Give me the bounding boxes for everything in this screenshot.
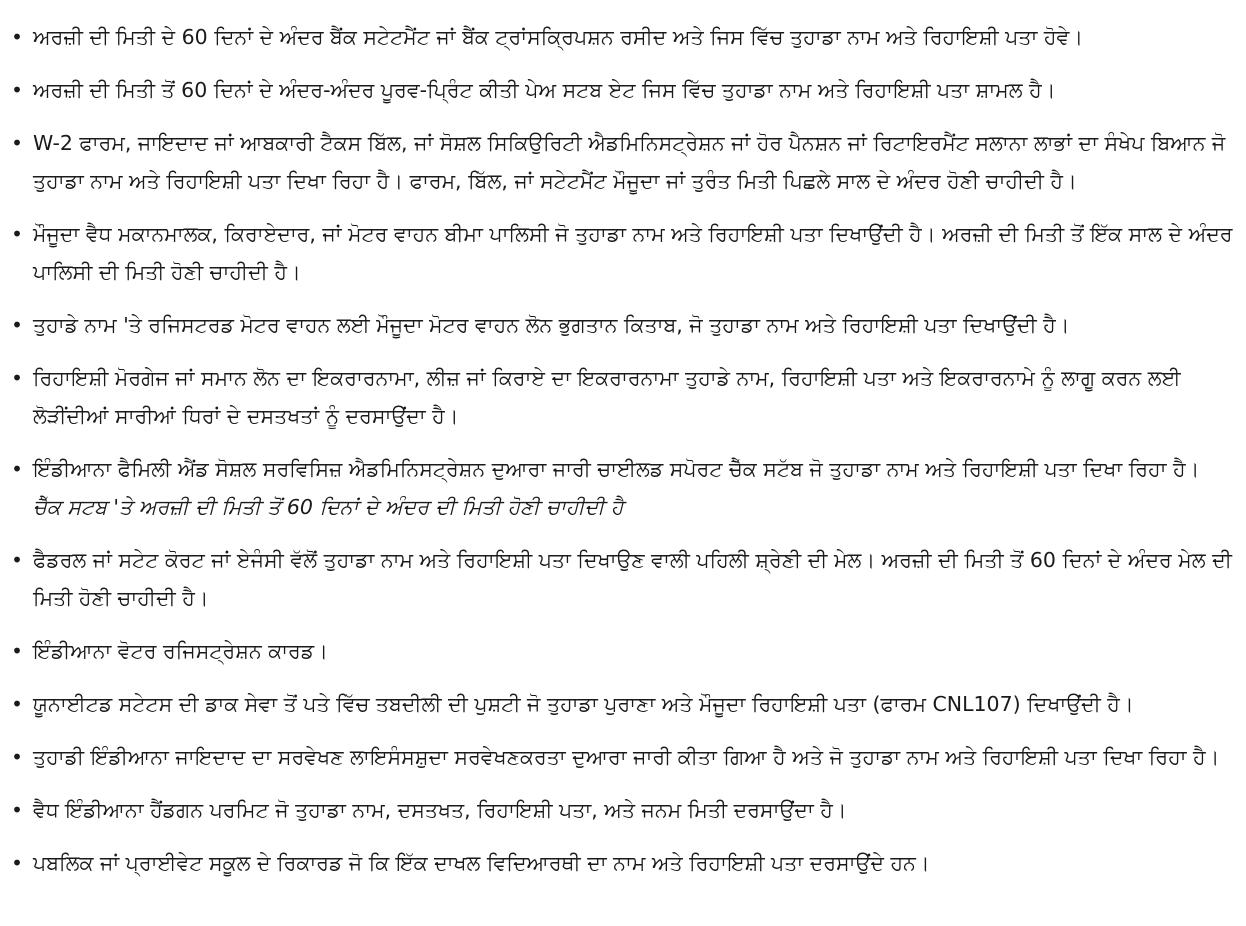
bullet-icon: • bbox=[11, 457, 23, 481]
bullet-icon: • bbox=[11, 851, 23, 875]
bullet-icon: • bbox=[11, 745, 23, 769]
list-item bbox=[8, 791, 1238, 829]
list-item-text: ਤੁਹਾਡੀ ਇੰਡੀਆਨਾ ਜਾਇਦਾਦ ਦਾ ਸਰਵੇਖਣ ਲਾਇਸੰਸਸ਼ੁਦਾ ਸਰਵੇਖਣਕਰਤਾ ਦੁਆਰਾ ਜਾਰੀ ਕੀਤਾ ਗਿਆ ਹੈ ਅਤੇ ਜੋ ਤੁਹਾਡਾ ਨਾਮ ਅਤੇ ਰਿਹਾਇਸ਼ੀ ਪਤਾ ਦਿਖਾ ਰਿਹਾ ਹੈ। bbox=[33, 745, 1220, 769]
list-item-text: ਇੰਡੀਆਨਾ ਫੈਮਿਲੀ ਐਂਡ ਸੋਸ਼ਲ ਸਰਵਿਸਿਜ਼ ਐਡਮਿਨਿਸਟ੍ਰੇਸ਼ਨ ਦੁਆਰਾ ਜਾਰੀ ਚਾਈਲਡ ਸਪੋਰਟ ਚੈੱਕ ਸਟੱਬ ਜੋ ਤੁਹਾਡਾ ਨਾਮ ਅਤੇ ਰਿਹਾਇਸ਼ੀ ਪਤਾ ਦਿਖਾ ਰਿਹਾ ਹੈ। bbox=[33, 457, 1200, 481]
list-item-text: ਫੈਡਰਲ ਜਾਂ ਸਟੇਟ ਕੋਰਟ ਜਾਂ ਏਜੰਸੀ ਵੱਲੋਂ ਤੁਹਾਡਾ ਨਾਮ ਅਤੇ ਰਿਹਾਇਸ਼ੀ ਪਤਾ ਦਿਖਾਉਣ ਵਾਲੀ ਪਹਿਲੀ ਸ਼੍ਰੇਣੀ ਦੀ ਮੇਲ। ਅਰਜ਼ੀ ਦੀ ਮਿਤੀ ਤੋਂ 60 ਦਿਨਾਂ ਦੇ ਅੰਦਰ ਮੇਲ ਦੀ ਮਿਤੀ ਹੋਣੀ ਚਾਹੀਦੀ ਹੈ। bbox=[33, 548, 1232, 610]
list-item-text: ਇੰਡੀਆਨਾ ਵੋਟਰ ਰਜਿਸਟ੍ਰੇਸ਼ਨ ਕਾਰਡ। bbox=[33, 639, 328, 663]
list-item-note: ਚੈੱਕ ਸਟਬ 'ਤੇ ਅਰਜ਼ੀ ਦੀ ਮਿਤੀ ਤੋਂ 60 ਦਿਨਾਂ ਦੇ ਅੰਦਰ ਦੀ ਮਿਤੀ ਹੋਣੀ ਚਾਹੀਦੀ ਹੈ bbox=[33, 495, 624, 519]
list-item-text: ਪਬਲਿਕ ਜਾਂ ਪ੍ਰਾਈਵੇਟ ਸਕੂਲ ਦੇ ਰਿਕਾਰਡ ਜੋ ਕਿ ਇੱਕ ਦਾਖਲ ਵਿਦਿਆਰਥੀ ਦਾ ਨਾਮ ਅਤੇ ਰਿਹਾਇਸ਼ੀ ਪਤਾ ਦਰਸਾਉਂਦੇ ਹਨ। bbox=[33, 851, 930, 875]
list-item-text: ਅਰਜ਼ੀ ਦੀ ਮਿਤੀ ਤੋਂ 60 ਦਿਨਾਂ ਦੇ ਅੰਦਰ-ਅੰਦਰ ਪੂਰਵ-ਪ੍ਰਿੰਟ ਕੀਤੀ ਪੇਅ ਸਟਬ ਏਟ ਜਿਸ ਵਿੱਚ ਤੁਹਾਡਾ ਨਾਮ ਅਤੇ ਰਿਹਾਇਸ਼ੀ ਪਤਾ ਸ਼ਾਮਲ ਹੈ। bbox=[33, 78, 1056, 102]
proof-of-residency-list bbox=[8, 18, 1238, 882]
bullet-icon: • bbox=[11, 25, 23, 49]
bullet-icon: • bbox=[11, 131, 23, 155]
list-item-text: W-2 ਫਾਰਮ, ਜਾਇਦਾਦ ਜਾਂ ਆਬਕਾਰੀ ਟੈਕਸ ਬਿੱਲ, ਜਾਂ ਸੋਸ਼ਲ ਸਿਕਿਉਰਿਟੀ ਐਡਮਿਨਿਸਟ੍ਰੇਸ਼ਨ ਜਾਂ ਹੋਰ ਪੈਨਸ਼ਨ ਜਾਂ ਰਿਟਾਇਰਮੈਂਟ ਸਲਾਨਾ ਲਾਭਾਂ ਦਾ ਸੰਖੇਪ ਬਿਆਨ ਜੋ ਤੁਹਾਡਾ ਨਾਮ ਅਤੇ ਰਿਹਾਇਸ਼ੀ ਪਤਾ ਦਿਖਾ ਰਿਹਾ ਹੈ। ਫਾਰਮ, ਬਿੱਲ, ਜਾਂ ਸਟੇਟਮੈਂਟ ਮੌਜੂਦਾ ਜਾਂ ਤੁਰੰਤ ਮਿਤੀ ਪਿਛਲੇ ਸਾਲ ਦੇ ਅੰਦਰ ਹੋਣੀ ਚਾਹੀਦੀ ਹੈ। bbox=[33, 131, 1226, 193]
bullet-icon: • bbox=[11, 366, 23, 390]
bullet-icon: • bbox=[11, 313, 23, 337]
list-item-text: ਅਰਜ਼ੀ ਦੀ ਮਿਤੀ ਦੇ 60 ਦਿਨਾਂ ਦੇ ਅੰਦਰ ਬੈਂਕ ਸਟੇਟਮੈਂਟ ਜਾਂ ਬੈਂਕ ਟ੍ਰਾਂਸਕ੍ਰਿਪਸ਼ਨ ਰਸੀਦ ਅਤੇ ਜਿਸ ਵਿੱਚ ਤੁਹਾਡਾ ਨਾਮ ਅਤੇ ਰਿਹਾਇਸ਼ੀ ਪਤਾ ਹੋਵੇ। bbox=[33, 25, 1084, 49]
bullet-icon: • bbox=[11, 692, 23, 716]
list-item bbox=[8, 215, 1238, 291]
list-item bbox=[8, 685, 1238, 723]
list-item-text: ਯੂਨਾਈਟਡ ਸਟੇਟਸ ਦੀ ਡਾਕ ਸੇਵਾ ਤੋਂ ਪਤੇ ਵਿੱਚ ਤਬਦੀਲੀ ਦੀ ਪੁਸ਼ਟੀ ਜੋ ਤੁਹਾਡਾ ਪੁਰਾਣਾ ਅਤੇ ਮੌਜੂਦਾ ਰਿਹਾਇਸ਼ੀ ਪਤਾ (ਫਾਰਮ CNL107) ਦਿਖਾਉਂਦੀ ਹੈ। bbox=[33, 692, 1134, 716]
list-item bbox=[8, 359, 1238, 435]
list-item bbox=[8, 450, 1238, 526]
list-item bbox=[8, 18, 1238, 56]
bullet-icon: • bbox=[11, 78, 23, 102]
list-item-text: ਰਿਹਾਇਸ਼ੀ ਮੋਰਗੇਜ ਜਾਂ ਸਮਾਨ ਲੋਨ ਦਾ ਇਕਰਾਰਨਾਮਾ, ਲੀਜ਼ ਜਾਂ ਕਿਰਾਏ ਦਾ ਇਕਰਾਰਨਾਮਾ ਤੁਹਾਡੇ ਨਾਮ, ਰਿਹਾਇਸ਼ੀ ਪਤਾ ਅਤੇ ਇਕਰਾਰਨਾਮੇ ਨੂੰ ਲਾਗੂ ਕਰਨ ਲਈ ਲੋੜੀਂਦੀਆਂ ਸਾਰੀਆਂ ਧਿਰਾਂ ਦੇ ਦਸਤਖਤਾਂ ਨੂੰ ਦਰਸਾਉਂਦਾ ਹੈ। bbox=[33, 366, 1181, 428]
list-item bbox=[8, 632, 1238, 670]
list-item bbox=[8, 71, 1238, 109]
bullet-icon: • bbox=[11, 548, 23, 572]
list-item bbox=[8, 541, 1238, 617]
bullet-icon: • bbox=[11, 639, 23, 663]
list-item bbox=[8, 124, 1238, 200]
bullet-icon: • bbox=[11, 222, 23, 246]
list-item-text: ਮੌਜੂਦਾ ਵੈਧ ਮਕਾਨਮਾਲਕ, ਕਿਰਾਏਦਾਰ, ਜਾਂ ਮੋਟਰ ਵਾਹਨ ਬੀਮਾ ਪਾਲਿਸੀ ਜੋ ਤੁਹਾਡਾ ਨਾਮ ਅਤੇ ਰਿਹਾਇਸ਼ੀ ਪਤਾ ਦਿਖਾਉਂਦੀ ਹੈ। ਅਰਜ਼ੀ ਦੀ ਮਿਤੀ ਤੋਂ ਇੱਕ ਸਾਲ ਦੇ ਅੰਦਰ ਪਾਲਿਸੀ ਦੀ ਮਿਤੀ ਹੋਣੀ ਚਾਹੀਦੀ ਹੈ। bbox=[33, 222, 1233, 284]
bullet-icon: • bbox=[11, 798, 23, 822]
list-item bbox=[8, 738, 1238, 776]
list-item-text: ਤੁਹਾਡੇ ਨਾਮ 'ਤੇ ਰਜਿਸਟਰਡ ਮੋਟਰ ਵਾਹਨ ਲਈ ਮੌਜੂਦਾ ਮੋਟਰ ਵਾਹਨ ਲੋਨ ਭੁਗਤਾਨ ਕਿਤਾਬ, ਜੋ ਤੁਹਾਡਾ ਨਾਮ ਅਤੇ ਰਿਹਾਇਸ਼ੀ ਪਤਾ ਦਿਖਾਉਂਦੀ ਹੈ। bbox=[33, 313, 1070, 337]
list-item-text: ਵੈਧ ਇੰਡੀਆਨਾ ਹੈਂਡਗਨ ਪਰਮਿਟ ਜੋ ਤੁਹਾਡਾ ਨਾਮ, ਦਸਤਖਤ, ਰਿਹਾਇਸ਼ੀ ਪਤਾ, ਅਤੇ ਜਨਮ ਮਿਤੀ ਦਰਸਾਉਂਦਾ ਹੈ। bbox=[33, 798, 847, 822]
list-item bbox=[8, 844, 1238, 882]
list-item bbox=[8, 306, 1238, 344]
